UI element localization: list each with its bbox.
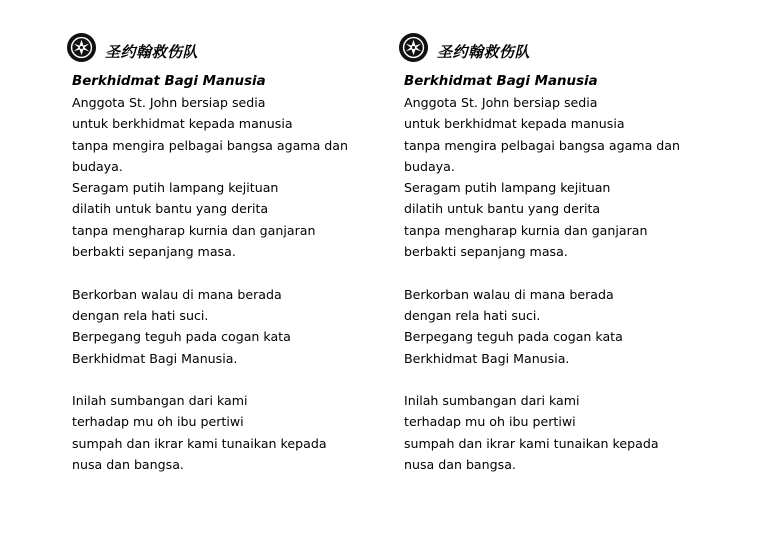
lyric-line: Berpegang teguh pada cogan kata	[404, 329, 623, 345]
lyric-line: terhadap mu oh ibu pertiwi	[72, 414, 244, 430]
lyric-line: budaya.	[404, 158, 455, 174]
lyric-line: dilatih untuk bantu yang derita	[404, 201, 601, 217]
st-john-emblem-icon	[66, 32, 97, 63]
lyric-line: untuk berkhidmat kepada manusia	[404, 116, 625, 132]
stanza-gap	[398, 262, 708, 283]
lyric-line: sumpah dan ikrar kami tunaikan kepada	[404, 435, 659, 451]
org-name: 圣约翰救伤队	[105, 42, 199, 61]
lyric-line: tanpa mengira pelbagai bangsa agama dan	[404, 137, 680, 153]
lyric-line: berbakti sepanjang masa.	[72, 244, 236, 260]
lyric-line: Seragam putih lampang kejituan	[404, 180, 611, 196]
lyric-line: untuk berkhidmat kepada manusia	[72, 116, 293, 132]
anthem-title: Berkhidmat Bagi Manusia	[404, 74, 598, 89]
lyric-line: Anggota St. John bersiap sedia	[404, 95, 598, 110]
stanza-gap	[66, 262, 376, 283]
lyric-line: terhadap mu oh ibu pertiwi	[404, 414, 576, 430]
lyric-line: Berkorban walau di mana berada	[404, 286, 614, 302]
lyric-line: sumpah dan ikrar kami tunaikan kepada	[72, 435, 327, 451]
lyric-line: dilatih untuk bantu yang derita	[72, 201, 269, 217]
lyric-line: Anggota St. John bersiap sedia	[72, 95, 266, 110]
lyric-line: berbakti sepanjang masa.	[404, 244, 568, 260]
lyric-line: Inilah sumbangan dari kami	[404, 393, 580, 409]
st-john-emblem-icon	[398, 32, 429, 63]
lyric-line: tanpa mengharap kurnia dan ganjaran	[72, 222, 316, 238]
lyric-line: nusa dan bangsa.	[404, 457, 516, 473]
lyric-line: Berpegang teguh pada cogan kata	[72, 329, 291, 345]
lyric-line: Berkhidmat Bagi Manusia.	[72, 350, 238, 366]
org-name: 圣约翰救伤队	[437, 42, 531, 61]
lyric-line: Berkhidmat Bagi Manusia.	[404, 350, 570, 366]
lyric-line: Inilah sumbangan dari kami	[72, 393, 248, 409]
card-header	[398, 30, 708, 64]
card-header	[66, 30, 376, 64]
stanza-gap	[66, 369, 376, 390]
lyric-line: tanpa mengharap kurnia dan ganjaran	[404, 222, 648, 238]
anthem-title: Berkhidmat Bagi Manusia	[72, 74, 266, 89]
anthem-card-left	[66, 30, 376, 475]
lyric-line: dengan rela hati suci.	[404, 307, 541, 323]
lyric-line: budaya.	[72, 158, 123, 174]
lyric-line: dengan rela hati suci.	[72, 307, 209, 323]
lyric-line: Berkorban walau di mana berada	[72, 286, 282, 302]
stanza-gap	[398, 369, 708, 390]
lyric-line: tanpa mengira pelbagai bangsa agama dan	[72, 137, 348, 153]
anthem-card-right	[398, 30, 708, 475]
lyric-line: Seragam putih lampang kejituan	[72, 180, 279, 196]
lyric-line: nusa dan bangsa.	[72, 457, 184, 473]
